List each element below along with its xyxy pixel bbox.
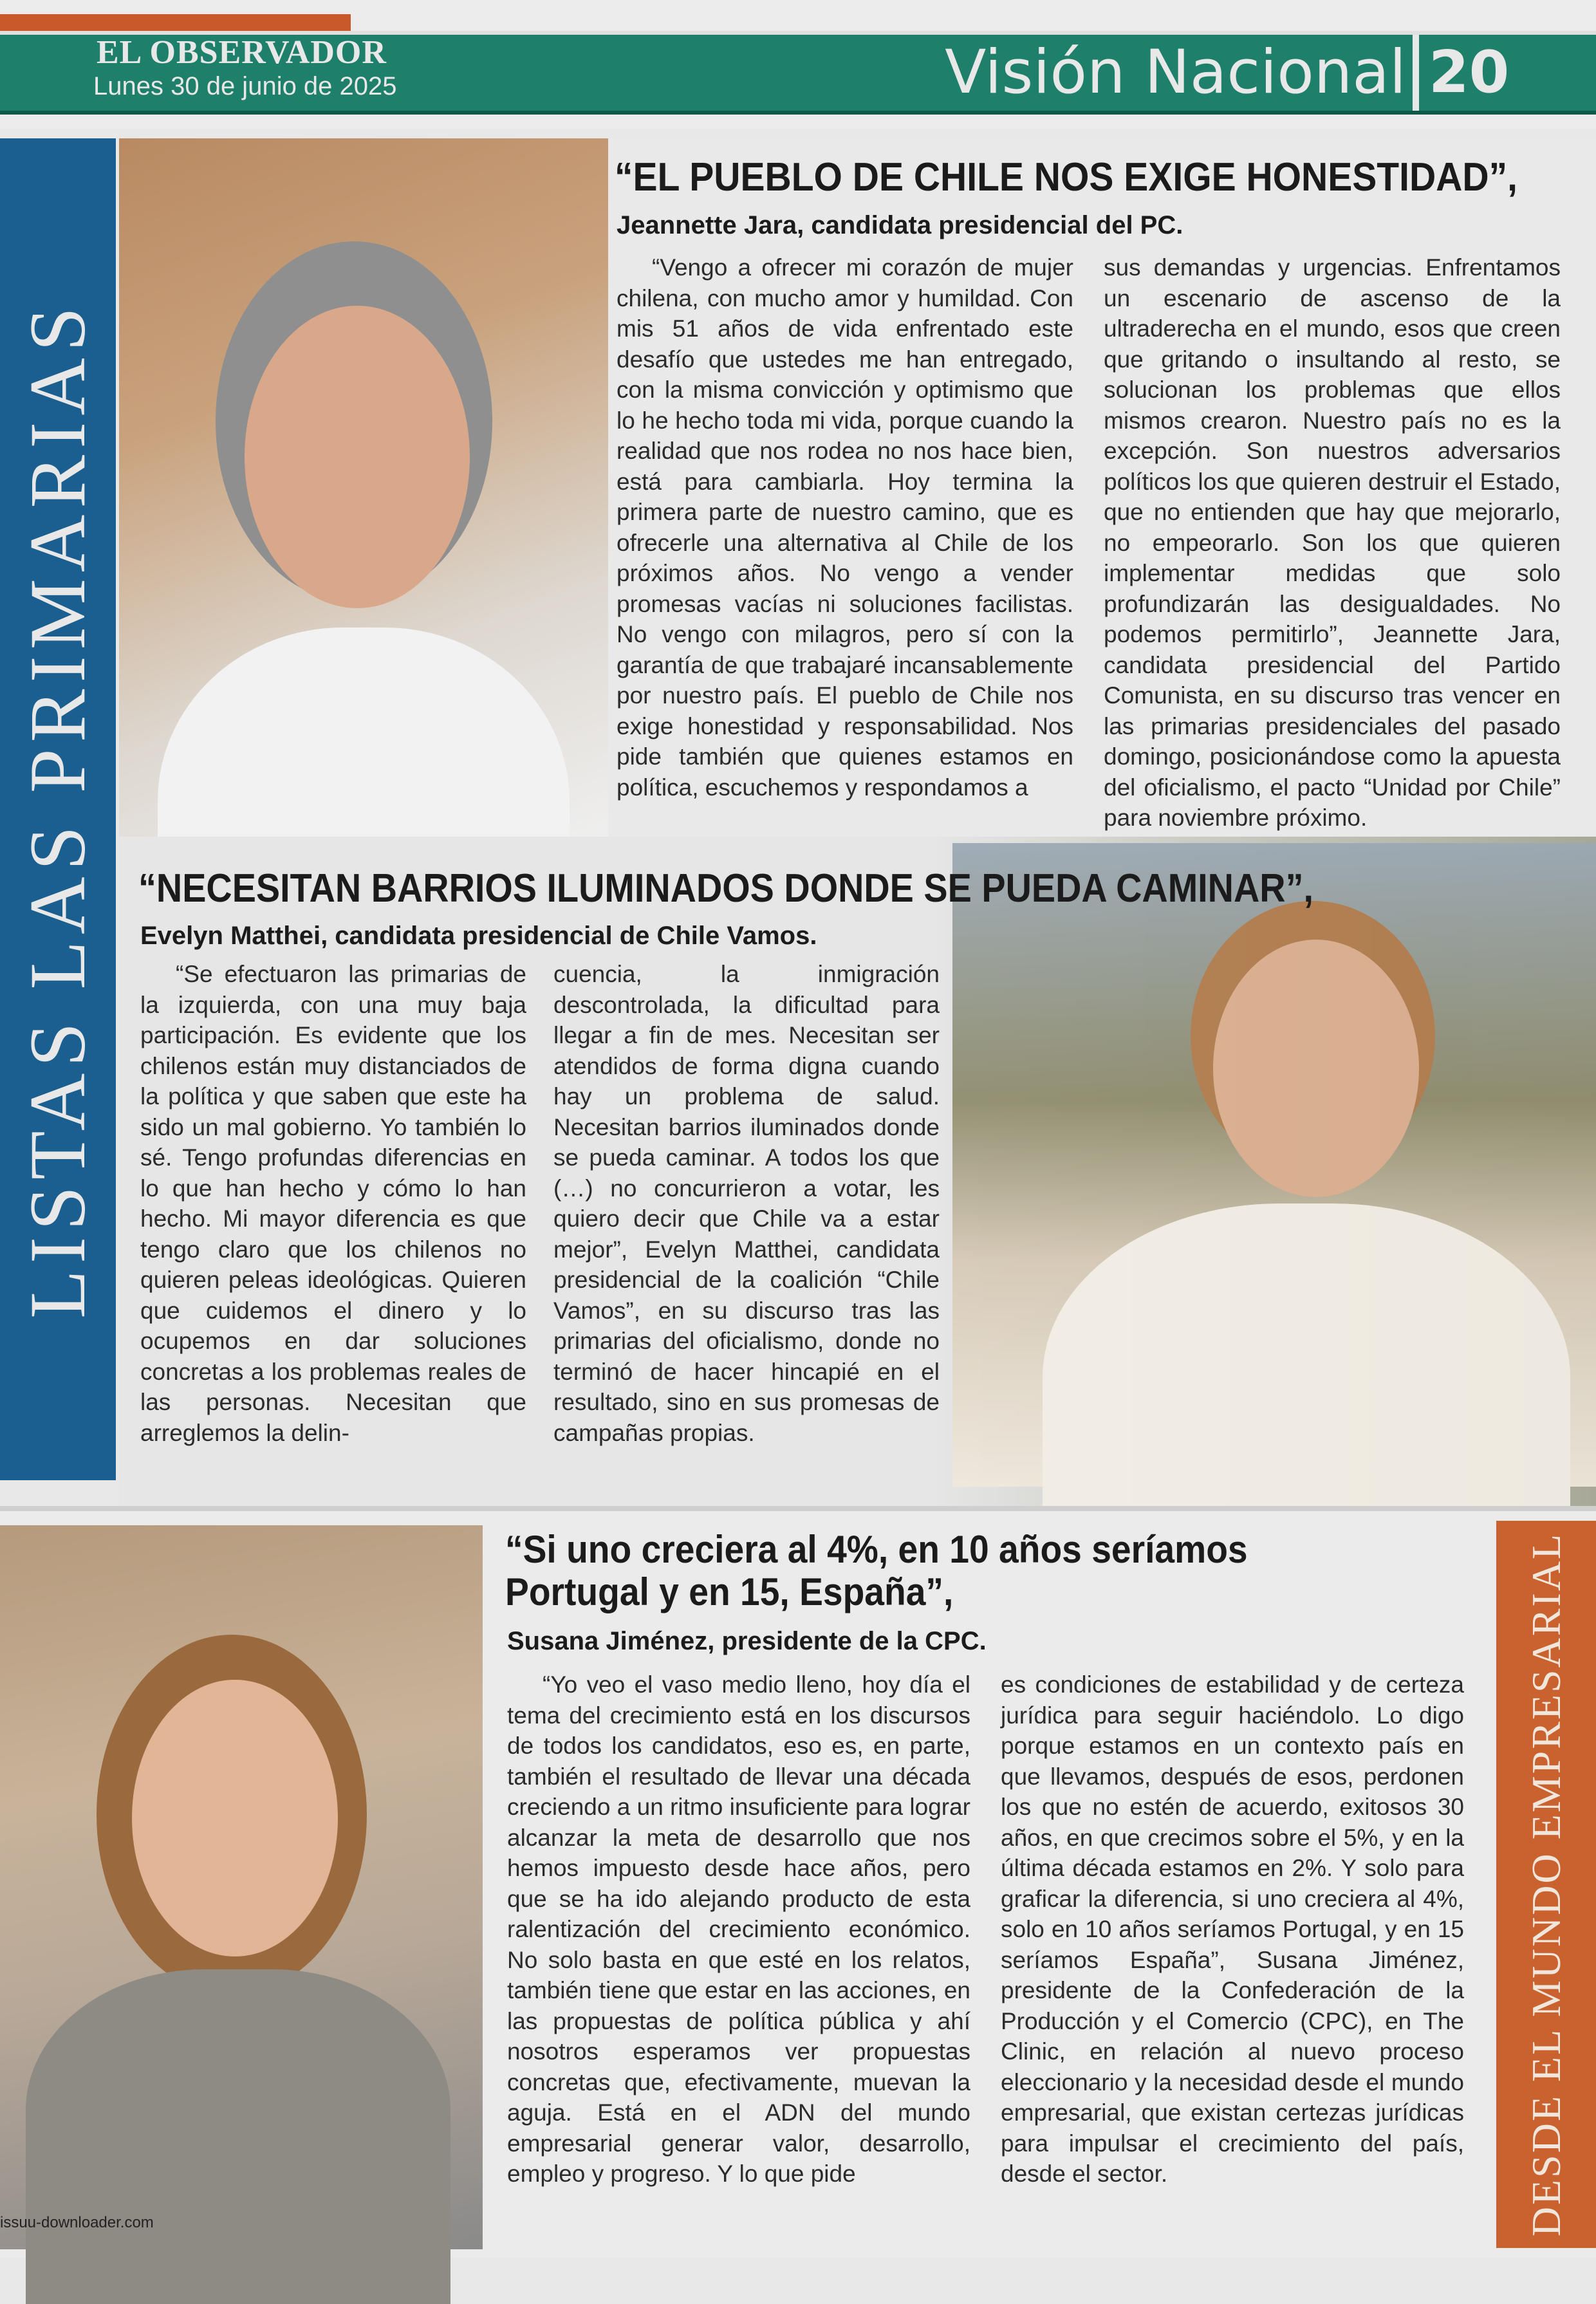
article-matthei-headline: “NECESITAN BARRIOS ILUMINADOS DONDE SE PUEDA CAMINAR”, (138, 866, 1313, 911)
article-jara-byline: Jeannette Jara, candidata presidencial del PC. (617, 211, 1183, 239)
article-matthei-column-2 (553, 959, 940, 1448)
right-banner-label: DESDE EL MUNDO EMPRESARIAL (1523, 1532, 1569, 2237)
article-matthei-text-1: “Se efectuaron las primarias de la izquierda, con una muy baja participación. Es evidente que los chilenos están muy distanciados de la política y que saben que este ha sido un mal gobierno. Yo también lo sé. Tengo profundas diferencias en lo que han hecho y cómo lo han hecho. Mi mayor diferencia es que tengo claro que los chilenos no quieren peleas ideológicas. Quieren que cuidemos el dinero y lo ocupemos en dar soluciones concretas a los problemas reales de las personas. Necesitan que arreglemos la delin- (140, 961, 526, 1446)
article-matthei-column-1 (140, 959, 526, 1448)
article-jara-column-1 (617, 252, 1073, 803)
article-jara-column-2 (1104, 252, 1561, 833)
masthead (0, 0, 1596, 129)
article-jimenez-headline: “Si uno creciera al 4%, en 10 años seríamos Portugal y en 15, España”, (505, 1528, 1248, 1613)
article-jimenez-text-1: “Yo veo el vaso medio lleno, hoy día el tema del crecimiento está en los discursos de todos los candidatos, eso es, en parte, también el resultado de llevar una década creciendo a un ritmo insuficiente para lograr alcanzar la meta de desarrollo que nos hemos impuesto desde hace años, pero que se ha ido alejando producto de esta ralentización del crecimiento económico. No solo basta en que esté en los relatos, también tiene que estar en las acciones, en las propuestas de política pública y ahí nosotros esperamos ver propuestas concretas que, efectivamente, muevan la aguja. Está en el ADN del mundo empresarial generar valor, desarrollo, empleo y progreso. Y lo que pide (507, 1671, 970, 2187)
page-number: 20 (1429, 39, 1510, 106)
article-matthei-byline: Evelyn Matthei, candidata presidencial de Chile Vamos. (140, 922, 817, 950)
section-divider (0, 1506, 1596, 1511)
matthei-portrait-photo (952, 843, 1596, 1487)
article-jara-headline: “EL PUEBLO DE CHILE NOS EXIGE HONESTIDAD”, (615, 155, 1517, 200)
section-title: Visión Nacional (945, 37, 1406, 107)
article-jimenez-text-2: es condiciones de estabilidad y de certeza jurídica para seguir haciéndolo. Lo digo porque estamos en un contexto país en que llevamos, después de esos, perdonen los que no estén de acuerdo, exitosos 30 años, en que crecimos sobre el 5%, y en la última década estamos en 2%. Y solo para graficar la diferencia, si uno creciera al 4%, solo en 10 años seríamos Portugal, y en 15 seríamos España”, Susana Jiménez, presidente de la Confederación de la Producción y el Comercio (CPC), en The Clinic, en relación al nuevo proceso eleccionario y la necesidad desde el mundo empresarial, que existan certezas jurídicas para impulsar el crecimiento del país, desde el sector. (1001, 1671, 1464, 2187)
article-jara-text-1: “Vengo a ofrecer mi corazón de mujer chilena, con mucho amor y humildad. Con mis 51 años de vida enfrentado este desafío que ustedes me han entregado, con la misma convicción y optimismo que lo he hecho toda mi vida, porque cuando la realidad que nos rodea no nos hace bien, está para cambiarla. Hoy termina la primera parte de nuestro camino, que es ofrecerle una alternativa al Chile de los próximos años. No vengo a vender promesas vacías ni soluciones facilistas. No vengo con milagros, pero sí con la garantía de que trabajaré incansablemente por nuestro país. El pueblo de Chile nos exige honestidad y responsabilidad. Nos pide también que quienes estamos en política, escuchemos y respondamos a (617, 254, 1073, 801)
issue-date: Lunes 30 de junio de 2025 (93, 72, 397, 100)
article-jara-text-2: sus demandas y urgencias. Enfrentamos un escenario de ascenso de la ultraderecha en el mundo, esos que creen que gritando o insultando al resto, se solucionan los problemas que ellos mismos crearon. Nuestro país no es la excepción. Son nuestros adversarios políticos los que quieren destruir el Estado, que no entienden que hay que mejorarlo, no empeorarlo. Son los que quieren implementar medidas que solo profundizarán las desigualdades. No podemos permitirlo”, Jeannette Jara, candidata presidencial del Partido Comunista, en su discurso tras vencer en las primarias presidenciales del pasado domingo, posicionándose como la apuesta del oficialismo, el pacto “Unidad por Chile” para noviembre próximo. (1104, 254, 1561, 831)
article-jimenez-column-1 (507, 1669, 970, 2189)
article-matthei-text-2: cuencia, la inmigración descontrolada, la dificultad para llegar a fin de mes. Necesitan ser atendidos de forma digna cuando hay un problema de salud. Necesitan barrios iluminados donde se pueda caminar. A todos los que (…) no concurrieron a votar, les quiero decir que Chile va a estar mejor”, Evelyn Matthei, candidata presidencial de la coalición “Chile Vamos”, en su discurso tras las primarias del oficialismo, donde no terminó de hacer hincapié en el resultado, sino en sus promesas de campañas propias. (553, 961, 940, 1446)
watermark-text: issuu-downloader.com (0, 2214, 154, 2231)
jara-portrait-photo (119, 138, 608, 837)
left-banner-label: LISTAS LAS PRIMARIAS (14, 301, 102, 1319)
article-jimenez-column-2 (1001, 1669, 1464, 2189)
newspaper-name: EL OBSERVADOR (97, 34, 387, 71)
jimenez-portrait-photo (0, 1525, 483, 2249)
article-jimenez-byline: Susana Jiménez, presidente de la CPC. (507, 1627, 987, 1655)
page-number-divider (1413, 35, 1419, 111)
accent-bar (0, 14, 351, 31)
